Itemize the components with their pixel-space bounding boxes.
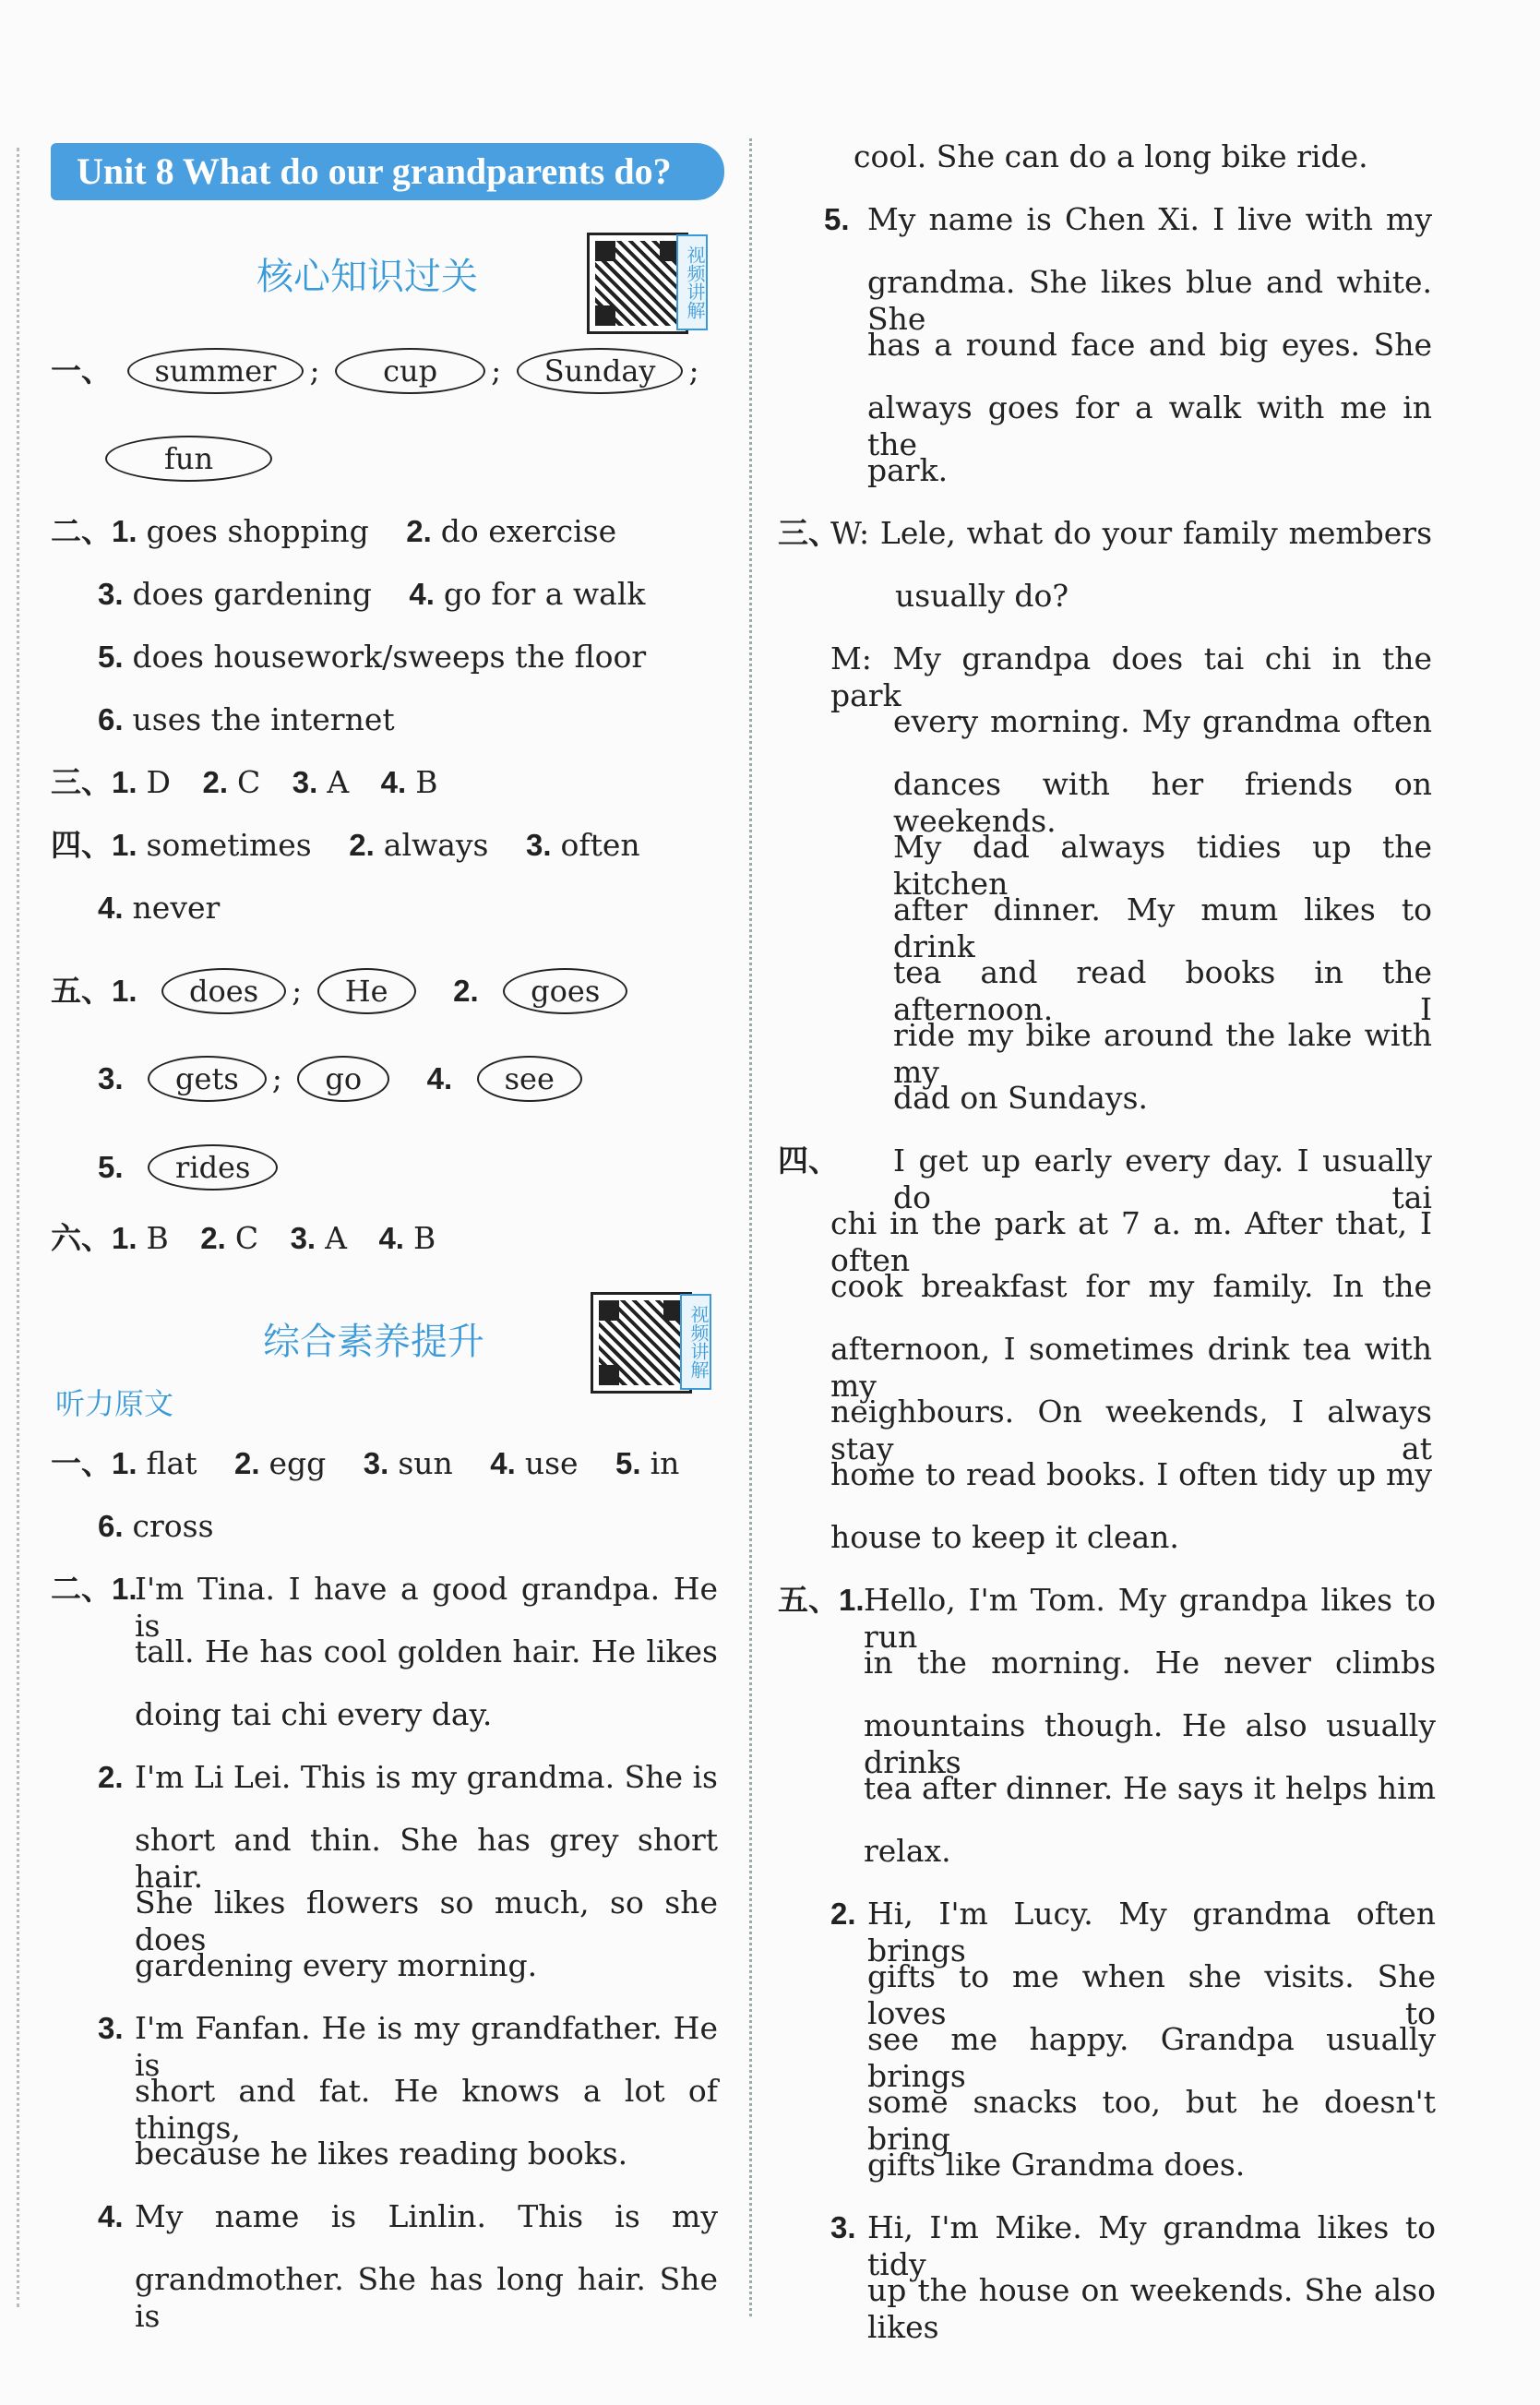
answer-text: B bbox=[146, 1220, 169, 1256]
answer-text: does housework/sweeps the floor bbox=[132, 639, 647, 675]
s4-line-2 bbox=[98, 890, 220, 927]
item-number: 2. bbox=[406, 514, 432, 548]
item-number: 4. bbox=[98, 891, 124, 925]
s2-line-4 bbox=[98, 701, 395, 738]
l2-num-2 bbox=[98, 1759, 133, 1796]
l1-line-1 bbox=[51, 1445, 679, 1482]
item-number: 6. bbox=[98, 702, 124, 736]
dialog-line: after dinner. My mum likes to drink bbox=[893, 891, 1432, 964]
item-number: 1. bbox=[112, 828, 137, 862]
dialog-line: dances with her friends on weekends. bbox=[893, 766, 1432, 839]
dialog-line: M: My grandpa does tai chi in the park bbox=[830, 640, 1432, 713]
s5-label: 五、 bbox=[51, 974, 112, 1008]
answer-text: C bbox=[234, 1220, 259, 1256]
answer-text: do exercise bbox=[440, 513, 617, 549]
item-number: 3. bbox=[98, 2011, 124, 2045]
dialog-line: tea and read books in the afternoon. I bbox=[893, 954, 1432, 1027]
item-number: 5. bbox=[98, 640, 124, 674]
item-number: 2. bbox=[349, 828, 375, 862]
answer-text: does gardening bbox=[132, 576, 372, 612]
answer-text: sometimes bbox=[146, 827, 312, 863]
s1-oval: summer bbox=[127, 348, 304, 394]
dialog-line: every morning. My grandma often bbox=[893, 703, 1432, 739]
s5-text-line: up the house on weekends. She also likes bbox=[867, 2272, 1436, 2345]
s1-row-1: 一、 summer ; cup ; Sunday ; bbox=[51, 347, 699, 394]
s5-oval: goes bbox=[503, 968, 627, 1014]
l1-label: 一、 bbox=[51, 1446, 112, 1480]
s5-row-1: 五、1. does ; He 2. goes bbox=[51, 967, 633, 1014]
item-number: 2. bbox=[453, 974, 479, 1008]
item-number: 1. bbox=[112, 974, 137, 1008]
answer-text: always bbox=[383, 827, 489, 863]
s3-label: 三、 bbox=[51, 765, 112, 799]
qr-video-label-2: 视频讲解 bbox=[680, 1294, 711, 1390]
passage-line: I get up early every day. I usually do tai bbox=[893, 1143, 1432, 1215]
s5-text-line: gifts like Grandma does. bbox=[867, 2147, 1246, 2183]
s5-oval: He bbox=[317, 968, 416, 1014]
r-text-line: cool. She can do a long bike ride. bbox=[854, 138, 1368, 174]
unit-title: Unit 8 What do our grandparents do? bbox=[77, 150, 672, 192]
s5-oval: go bbox=[297, 1056, 389, 1102]
qr-code-1[interactable] bbox=[587, 233, 688, 334]
s5-oval: gets bbox=[148, 1056, 267, 1102]
s1-oval: Sunday bbox=[517, 348, 684, 394]
answer-text: C bbox=[237, 764, 261, 800]
qr-pattern-icon bbox=[599, 1300, 684, 1385]
l2-label: 二、 bbox=[51, 1572, 112, 1606]
item-number: 4. bbox=[409, 577, 435, 611]
item-number: 1. bbox=[112, 1221, 137, 1255]
s3-line bbox=[51, 764, 437, 801]
answer-text: A bbox=[325, 1220, 347, 1256]
answer-text: in bbox=[650, 1445, 680, 1481]
l2-label-line bbox=[51, 1571, 147, 1608]
item-number: 3. bbox=[290, 1221, 316, 1255]
item-number: 1. bbox=[112, 514, 137, 548]
l2-text-line: doing tai chi every day. bbox=[135, 1696, 493, 1732]
answer-text: D bbox=[146, 764, 171, 800]
item-number: 4. bbox=[98, 2199, 124, 2233]
answer-text: use bbox=[524, 1445, 579, 1481]
passage-line: afternoon, I sometimes drink tea with my bbox=[830, 1331, 1432, 1404]
answer-text: goes shopping bbox=[146, 513, 369, 549]
qr-pattern-icon bbox=[595, 241, 680, 326]
l2-text-line: short and thin. She has grey short hair. bbox=[135, 1822, 718, 1895]
s5-text-line: some snacks too, but he doesn't bring bbox=[867, 2084, 1436, 2157]
answer-text: never bbox=[132, 890, 221, 926]
s5-text-line: tea after dinner. He says it helps him bbox=[864, 1770, 1436, 1806]
s4-label: 四、 bbox=[51, 828, 112, 862]
s5-oval: does bbox=[161, 968, 286, 1014]
item-number: 5. bbox=[98, 1150, 124, 1184]
s6-label: 六、 bbox=[51, 1221, 112, 1255]
l2-text-line: She likes flowers so much, so she does bbox=[135, 1885, 718, 1957]
l1-line-2 bbox=[98, 1508, 214, 1545]
answer-text: B bbox=[415, 764, 438, 800]
item-number: 5. bbox=[615, 1446, 641, 1480]
item-number: 1. bbox=[112, 1446, 137, 1480]
r-text-line: My name is Chen Xi. I live with my bbox=[867, 201, 1432, 237]
s1-oval: cup bbox=[335, 348, 485, 394]
answer-text: sun bbox=[398, 1445, 453, 1481]
l2-num-3 bbox=[98, 2010, 133, 2047]
item-number: 1. bbox=[112, 765, 137, 799]
item-number: 3. bbox=[363, 1446, 389, 1480]
listening-heading: 听力原文 bbox=[55, 1386, 174, 1421]
s2-line-2 bbox=[98, 576, 645, 613]
s3-label: 三、 bbox=[778, 516, 839, 550]
r-text-line: always goes for a walk with me in the bbox=[867, 389, 1432, 462]
dialog-line: W: Lele, what do your family members bbox=[830, 515, 1432, 551]
qr-code-2[interactable] bbox=[591, 1292, 692, 1394]
answer-text: go for a walk bbox=[443, 576, 646, 612]
answer-text: B bbox=[412, 1220, 436, 1256]
r-text-line: park. bbox=[867, 452, 949, 488]
s4-line-1 bbox=[51, 827, 640, 864]
answer-text: uses the internet bbox=[132, 701, 395, 737]
passage-line: cook breakfast for my family. In the bbox=[830, 1268, 1432, 1304]
r5-number-line bbox=[824, 201, 859, 238]
l2-text-line: because he likes reading books. bbox=[135, 2136, 628, 2172]
item-number: 4. bbox=[380, 765, 407, 799]
answer-text: flat bbox=[146, 1445, 197, 1481]
r-s5-num-2 bbox=[830, 1896, 866, 1932]
passage-line: house to keep it clean. bbox=[830, 1519, 1179, 1555]
r-s5-num-3 bbox=[830, 2209, 866, 2246]
dialog-line: ride my bike around the lake with my bbox=[893, 1017, 1432, 1090]
dialog-line: usually do? bbox=[895, 578, 1069, 614]
r-s4-label-line bbox=[778, 1143, 839, 1179]
s1-label: 一、 bbox=[51, 353, 112, 388]
s5-row-2: 3. gets ; go 4. see bbox=[98, 1056, 588, 1102]
s5-text-line: Hi, I'm Mike. My grandma likes to tidy bbox=[867, 2209, 1436, 2282]
section-comprehensive-heading: 综合素养提升 bbox=[263, 1321, 484, 1363]
item-number: 2. bbox=[200, 1221, 226, 1255]
passage-line: chi in the park at 7 a. m. After that, I often bbox=[830, 1205, 1432, 1278]
l2-text-line: grandmother. She has long hair. She is bbox=[135, 2261, 718, 2334]
s5-row-3 bbox=[98, 1144, 283, 1191]
s5-text-line: relax. bbox=[864, 1833, 951, 1869]
item-number: 3. bbox=[98, 577, 124, 611]
column-divider bbox=[749, 138, 752, 2316]
s5-text-line: Hi, I'm Lucy. My grandma often brings bbox=[867, 1896, 1436, 1968]
item-number: 4. bbox=[490, 1446, 516, 1480]
s2-label: 二、 bbox=[51, 514, 112, 548]
item-number: 4. bbox=[378, 1221, 404, 1255]
s5-oval: rides bbox=[148, 1144, 278, 1191]
s5-text-line: Hello, I'm Tom. My grandpa likes to run bbox=[864, 1582, 1436, 1655]
s1-oval: fun bbox=[105, 436, 272, 482]
s2-line-3 bbox=[98, 639, 646, 676]
passage-line: home to read books. I often tidy up my bbox=[830, 1456, 1432, 1492]
item-number: 5. bbox=[824, 202, 850, 236]
item-number: 2. bbox=[830, 1896, 856, 1931]
r-text-line: grandma. She likes blue and white. She bbox=[867, 264, 1432, 337]
answer-text: A bbox=[327, 764, 350, 800]
s5-text-line: see me happy. Grandpa usually brings bbox=[867, 2021, 1436, 2094]
l2-text-line: I'm Li Lei. This is my grandma. She is bbox=[135, 1759, 718, 1795]
item-number: 1. bbox=[112, 1572, 137, 1606]
l2-text-line: I'm Tina. I have a good grandpa. He is bbox=[135, 1571, 718, 1644]
item-number: 2. bbox=[233, 1446, 260, 1480]
answer-text: often bbox=[560, 827, 640, 863]
r-text-line: has a round face and big eyes. She bbox=[867, 327, 1432, 363]
s4-label: 四、 bbox=[778, 1143, 839, 1178]
s5-text-line: in the morning. He never climbs bbox=[864, 1645, 1436, 1681]
section-core-heading: 核心知识过关 bbox=[257, 256, 478, 298]
s2-line-1 bbox=[51, 513, 616, 550]
dialog-line: dad on Sundays. bbox=[893, 1080, 1149, 1116]
item-number: 1. bbox=[839, 1583, 865, 1617]
item-number: 3. bbox=[292, 765, 318, 799]
s1-row-2 bbox=[100, 436, 278, 482]
answer-text: egg bbox=[269, 1445, 327, 1481]
s6-line bbox=[51, 1220, 436, 1257]
s5-text-line: mountains though. He also usually drinks bbox=[864, 1707, 1436, 1780]
l2-text-line: I'm Fanfan. He is my grandfather. He is bbox=[135, 2010, 718, 2083]
unit-title-bar bbox=[51, 143, 724, 200]
item-number: 4. bbox=[426, 1061, 453, 1095]
dialog-line: My dad always tidies up the kitchen bbox=[893, 829, 1432, 902]
l2-text-line: gardening every morning. bbox=[135, 1947, 538, 1983]
item-number: 3. bbox=[526, 828, 552, 862]
l2-text-line: short and fat. He knows a lot of things, bbox=[135, 2073, 718, 2146]
l2-num-4 bbox=[98, 2198, 133, 2235]
r-s5-label-line bbox=[778, 1582, 874, 1619]
item-number: 3. bbox=[98, 1061, 124, 1095]
item-number: 3. bbox=[830, 2210, 856, 2244]
passage-line: neighbours. On weekends, I always stay at bbox=[830, 1394, 1432, 1466]
s5-label: 五、 bbox=[778, 1583, 839, 1617]
s5-text-line: gifts to me when she visits. She loves to bbox=[867, 1958, 1436, 2031]
l2-text-line: My name is Linlin. This is my bbox=[135, 2198, 718, 2234]
item-number: 2. bbox=[202, 765, 229, 799]
item-number: 6. bbox=[98, 1509, 124, 1543]
answer-text: cross bbox=[132, 1508, 214, 1544]
item-number: 2. bbox=[98, 1760, 124, 1794]
s5-oval: see bbox=[477, 1056, 582, 1102]
left-margin-dots bbox=[17, 148, 19, 2307]
l2-text-line: tall. He has cool golden hair. He likes bbox=[135, 1633, 718, 1669]
qr-video-label-1: 视频讲解 bbox=[676, 234, 708, 330]
